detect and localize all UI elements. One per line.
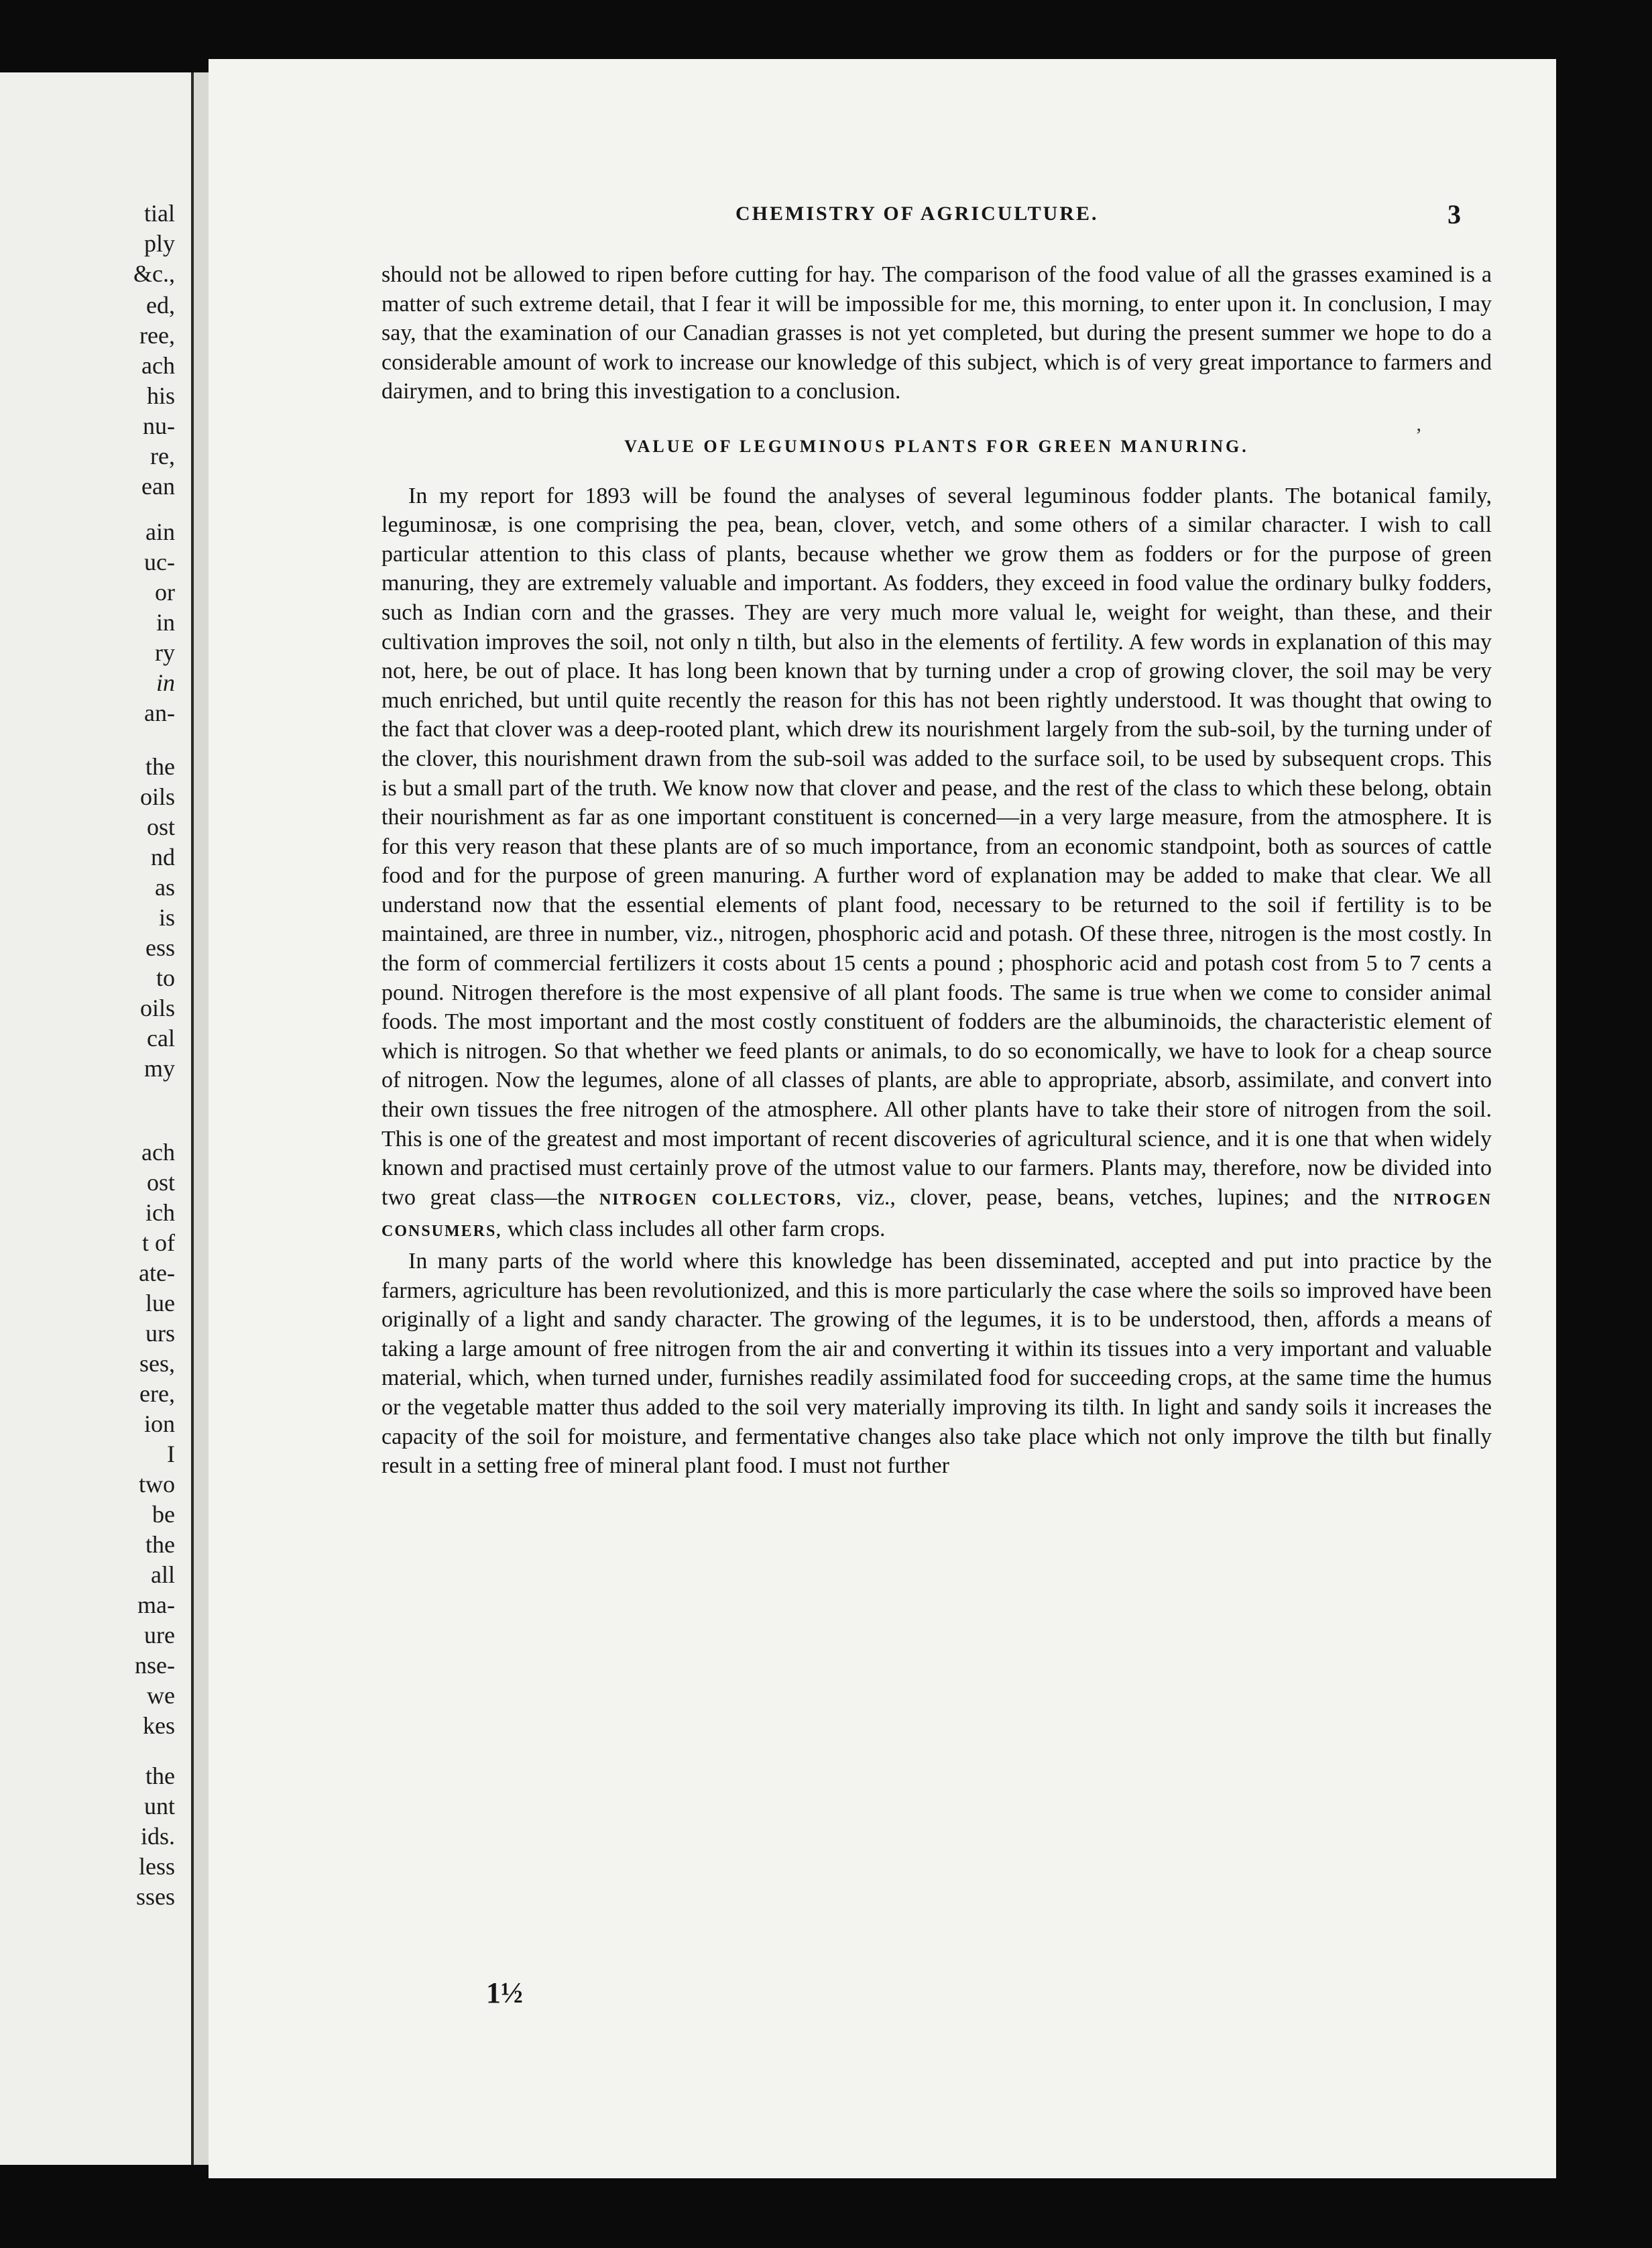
left-page-fragment: less: [139, 1853, 175, 1880]
left-page-fragment: cal: [147, 1025, 175, 1052]
left-page-fragment: ain: [145, 518, 175, 545]
left-page-fragment: or: [155, 579, 175, 606]
left-page-fragment: ure: [144, 1622, 175, 1648]
left-page-fragment: the: [145, 753, 175, 780]
left-page-fragment: the: [145, 1531, 175, 1558]
left-page-fragment: tial: [144, 200, 175, 227]
paragraph-main-part-a: In my report for 1893 will be found the analyses of several leguminous fodder plants. The botanical family, leguminosæ, is one comprising the pea, bean, clover, vetch, and some others of a similar character. I wish to call particular attention to this class of plants, because whether we grow them as fodders or for the purpose of green manuring, they are extremely valuable and important. As fodders, they exceed in food value the ordinary bulky fodders, such as Indian corn and the grasses. They are very much more valual le, weight for weight, than these, and their cultivation improves the soil, not only n tilth, but also in the elements of fertility. A few words in explanation of this may not, here, be out of place. It has long been known that by turning under a crop of growing clover, the soil may be very much enriched, but until quite recently the reason for this has not been rightly understood. It was thought that owing to the fact that clover was a deep-rooted plant, which drew its nourishment largely from the sub-soil, by the turning under of the clover, this nourishment drawn from the sub-soil was added to the surface soil, to be used by subsequent crops. This is but a small part of the truth. We know now that clover and pease, and the rest of the class to which these belong, obtain their nourishment as far as one important constituent is concerned—in a very large measure, from the atmosphere. It is for this very reason that these plants are of so much importance, from an economic standpoint, both as sources of cattle food and for the purpose of green manuring. A further word of explanation may be added to make that clear. We all understand now that the essential elements of plant food, necessary to be returned to the soil if fertility is to be maintained, are three in number, viz., nitrogen, phosphoric acid and potash. Of these three, nitrogen is the most costly. In the form of commercial fertilizers it costs about 15 cents a pound ; phosphoric acid and potash cost from 5 to 7 cents a pound. Nitrogen therefore is the most expensive of all plant foods. The same is true when we come to consider animal foods. The most important and the most costly constituent of fodders are the albuminoids, the characteristic element of which is nitrogen. So that whether we feed plants or animals, to do so economically, we have to look for a cheap source of nitrogen. Now the legumes, alone of all classes of plants, are able to appropriate, absorb, assimilate, and convert into their own tissues the free nitrogen of the atmosphere. All other plants have to take their store of nitrogen from the soil. This is one of the greatest and most important of recent discoveries of agricultural science, and it is one that when widely known and practised must certainly prove of the utmost value to our farmers. Plants may, therefore, now be divided into two great class—the: [381, 483, 1492, 1210]
left-page-fragment: we: [147, 1682, 175, 1709]
left-page-edge: [0, 72, 194, 2165]
left-page-fragment: the: [145, 1762, 175, 1789]
left-page-fragment: ach: [141, 352, 175, 379]
left-page-fragment: all: [151, 1561, 175, 1588]
left-page-fragment: an-: [144, 699, 175, 726]
signature-mark: 1½: [486, 1976, 523, 2009]
book-gutter: [194, 72, 209, 2165]
left-page-fragment: &c.,: [133, 260, 175, 287]
left-page-fragment: unt: [143, 1793, 175, 1819]
term-nitrogen-collectors: NITROGEN COLLECTORS,: [599, 1190, 842, 1209]
left-page-fragment: ses,: [139, 1350, 175, 1377]
left-page-fragment: sses: [135, 1883, 175, 1910]
left-page-fragment: ed,: [146, 292, 175, 319]
left-page-fragment: in: [156, 669, 175, 696]
section-heading: VALUE OF LEGUMINOUS PLANTS FOR GREEN MANURING.: [624, 436, 1249, 456]
left-page-fragment: is: [158, 904, 175, 931]
left-page-fragment: in: [156, 609, 175, 636]
left-page-fragment: ate-: [139, 1259, 175, 1286]
left-page-fragment: nd: [151, 844, 175, 870]
paragraph-intro: should not be allowed to ripen before cutting for hay. The comparison of the food value of all the grasses examined is a matter of such extreme detail, that I fear it will be impossible for me, this morning, to enter upon it. In conclusion, I may say, that the examination of our Canadian grasses is not yet completed, but during the present summer we hope to do a considerable amount of work to increase our knowledge of this subject, which is of very great importance to farmers and dairymen, and to bring this investigation to a conclusion.: [381, 262, 1492, 404]
left-page-fragment: nu-: [143, 412, 175, 439]
left-page-fragment: ost: [146, 1169, 175, 1196]
paragraph-main: [381, 482, 1492, 1247]
left-page-fragment: ply: [143, 230, 175, 257]
term-nitrogen-consumers: NITROGEN CONSUMERS,: [381, 1190, 1492, 1241]
left-page-fragment: uc-: [144, 549, 175, 575]
left-page-fragment: ere,: [139, 1380, 175, 1407]
left-page-fragment: ost: [146, 813, 175, 840]
print-speck: ʼ: [1415, 425, 1422, 447]
left-page-fragment: as: [155, 874, 175, 901]
left-page-fragment: his: [146, 382, 175, 409]
left-page-fragment: two: [139, 1471, 175, 1498]
left-page-fragment: be: [152, 1501, 175, 1528]
body-text: [381, 260, 1492, 1481]
left-page-fragment: ree,: [139, 322, 175, 349]
right-page: [209, 59, 1556, 2178]
left-page-fragment: nse-: [135, 1652, 175, 1679]
left-page-fragment: ess: [145, 934, 175, 961]
left-page-fragment: my: [143, 1055, 175, 1082]
left-page-fragment: to: [156, 964, 175, 991]
left-page-fragment: ion: [143, 1410, 175, 1437]
left-page-fragment: ich: [145, 1199, 175, 1226]
paragraph-main-part-b: viz., clover, pease, beans, vetches, lupines; and the: [856, 1184, 1379, 1210]
left-page-fragment: oils: [139, 995, 175, 1021]
left-page-fragment: lue: [145, 1290, 175, 1316]
left-page-fragment: t of: [142, 1229, 175, 1256]
left-page-fragment: urs: [145, 1320, 175, 1347]
running-title: CHEMISTRY OF AGRICULTURE.: [735, 203, 1099, 225]
paragraph-final: In many parts of the world where this knowledge has been disseminated, accepted and put into practice by the farmers, agriculture has been revolutionized, and this is more particularly the case where the soils so improved have been originally of a light and sandy character. The growing of the legumes, it is to be understood, then, affords a means of taking a large amount of free nitrogen from the air and converting it within its tissues into a very important and valuable material, which, when turned under, furnishes readily assimilated food for succeeding crops, at the same time the humus or the vegetable matter thus added to the soil very materially improving its tilth. In light and sandy soils it increases the capacity of the soil for moisture, and fermentative changes also take place which not only improve the tilth but finally result in a setting free of mineral plant food. I must not further: [381, 1249, 1492, 1479]
paragraph-main-part-c: which class includes all other farm crops.: [507, 1217, 886, 1242]
left-page-fragment: ids.: [140, 1823, 175, 1850]
left-page-fragment: oils: [139, 783, 175, 810]
left-page-fragment: ach: [141, 1139, 175, 1166]
page-number: 3: [1448, 199, 1461, 229]
left-page-fragment: ean: [141, 473, 175, 500]
left-page-fragment: ma-: [137, 1591, 175, 1618]
left-page-fragment: kes: [143, 1712, 175, 1739]
left-page-fragment: re,: [150, 443, 175, 469]
left-page-fragment: ry: [155, 639, 175, 666]
left-page-fragment: I: [167, 1441, 175, 1467]
